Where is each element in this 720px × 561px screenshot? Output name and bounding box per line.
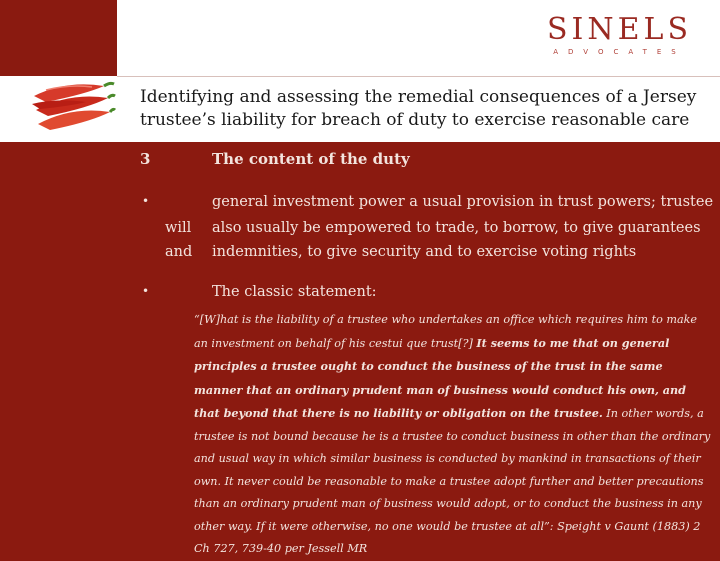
slide-title-line1: Identifying and assessing the remedial consequences of a Jersey <box>140 87 697 107</box>
sinels-logo <box>547 14 692 56</box>
header-left-strip <box>0 0 117 76</box>
slide-title <box>140 86 715 132</box>
bullet-marker: • <box>142 194 150 208</box>
bullet1-lead2: will <box>165 220 192 236</box>
logo-wordmark: SINELS <box>546 12 692 47</box>
slide-title-line2: trustee’s liability for breach of duty to exercise reasonable care <box>140 110 690 130</box>
section-number: 3 <box>140 150 151 168</box>
quote-part3: In other words, a trustee is not bound because he is a trustee to conduct business in other than the ordinary and usual way in which similar business is conducted by mankind in transactions of their own. It never could be reasonable to make a trustee adopt further and better precautions than an ordinary prudent man of business would adopt, or to conduct the business in any other way. If it were otherwise, no one would be trustee at all”: Speight v Gaunt (1883) 2 Ch 727, 739-40 per Jessell MR <box>194 407 711 555</box>
bullet1-line2: also usually be empowered to trade, to borrow, to give guarantees <box>212 220 701 236</box>
header-divider <box>117 76 720 77</box>
quote-part1: “[W]hat is the liability of a trustee who undertakes an office which requires him to make an investment on behalf of his cestui que trust[?] <box>194 313 698 350</box>
bullet2-text: The classic statement: <box>212 284 377 300</box>
chili-peppers-image <box>26 76 116 138</box>
bullet1-line3: indemnities, to give security and to exercise voting rights <box>212 244 637 260</box>
classic-statement-quote <box>194 309 714 561</box>
logo-tagline: ADVOCATES <box>553 48 686 56</box>
section-heading: The content of the duty <box>212 150 410 168</box>
bullet1-lead3: and <box>165 244 193 260</box>
chili-peppers-icon <box>26 76 116 138</box>
bullet-marker: • <box>142 284 150 298</box>
quote-emphasis: It seems to me that on general principles a trustee ought to conduct the business of the trust in the same manner that an ordinary prudent man of business would conduct his own, and that beyond that there is no liability or obligation on the trustee. <box>194 335 687 420</box>
bullet1-line1: general investment power a usual provision in trust powers; trustee <box>212 194 714 210</box>
